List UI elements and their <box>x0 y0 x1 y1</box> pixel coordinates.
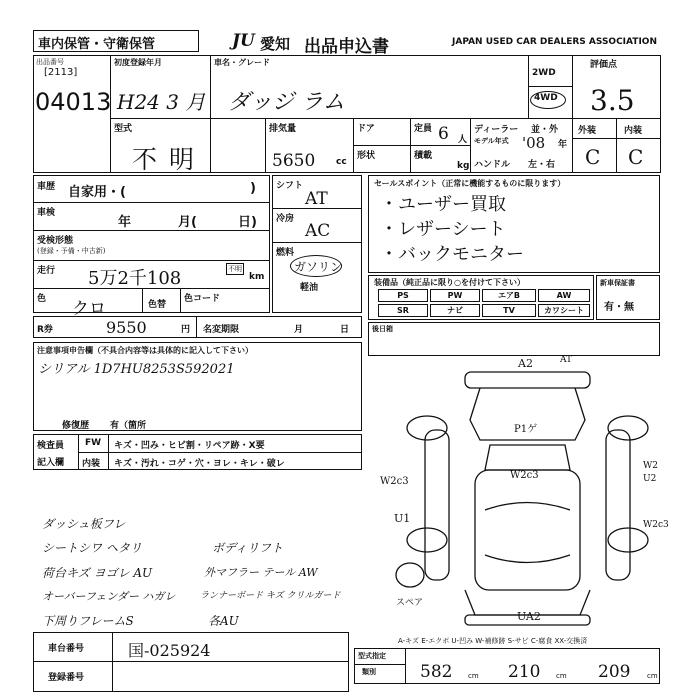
diag-top2: AT <box>560 355 573 365</box>
ac-value: AC <box>305 221 331 241</box>
grade-ext: C <box>585 145 601 169</box>
diag-spare: スペア <box>396 598 424 608</box>
color-code-label: 色コード <box>184 294 221 304</box>
first-reg-value: H24 3 月 <box>117 90 206 114</box>
fw-label: FW <box>85 438 102 448</box>
org-name: 愛知 <box>260 35 291 53</box>
sales-point-3: ・バックモニター <box>380 244 524 265</box>
mileage-unit: km <box>249 272 265 282</box>
remarks-line1: シリアル 1D7HU8253S592021 <box>38 362 235 377</box>
after-box <box>368 322 660 356</box>
note-3: 荷台キズ ヨゴレ AU <box>42 566 153 580</box>
mileage-note: 不明 <box>228 265 242 273</box>
drive-4wd: 4WD <box>534 93 558 103</box>
lot-number: 04013 <box>35 88 112 116</box>
diag-roof: W2c3 <box>510 470 539 481</box>
dealer-label: ディーラー <box>474 125 519 135</box>
equip-seat: カワシート <box>538 304 590 317</box>
ac-label: 冷房 <box>276 214 295 224</box>
note-right-4: 各AU <box>208 614 239 628</box>
sales-point-2: ・レザーシート <box>380 219 506 240</box>
damage-legend: A-キズ E-エクボ U-凹み W-補修跡 S-サビ C-腐食 XX-交換済 <box>398 637 588 645</box>
int-items: キズ・汚れ・コゲ・穴・ヨレ・キレ・破レ <box>114 459 285 469</box>
dealer-options: 並・外 <box>531 125 559 135</box>
dim-label1: 型式指定 <box>358 652 386 660</box>
diag-top: A2 <box>518 357 533 370</box>
doors-label: ドア <box>357 124 375 134</box>
capacity-unit: 人 <box>458 135 468 145</box>
inspection-month: 月( <box>178 215 197 230</box>
vehicle-type-value: 自家用・( <box>68 185 126 200</box>
note-2: シートシワ ヘタリ <box>42 541 142 555</box>
grade-ext-label: 外装 <box>578 126 597 136</box>
fuel-value: ガソリン <box>294 260 343 274</box>
displacement-unit: cc <box>336 157 347 167</box>
remarks-label: 注意事項申告欄（不具合内容等は具体的に記入して下さい） <box>37 346 253 355</box>
lot-sub: [2113] <box>44 67 78 78</box>
first-reg-label: 初度登録年月 <box>114 58 162 67</box>
capacity-label: 定員 <box>414 124 433 134</box>
mileage-value: 5万2千108 <box>88 268 182 289</box>
mileage-label: 走行 <box>37 266 56 276</box>
diag-left-rear: U1 <box>394 512 411 525</box>
inspector-label2: 記入欄 <box>37 458 65 468</box>
model-year-value: '08 <box>522 134 546 152</box>
note-right-3: ランナーボード キズ クリルガード <box>200 591 341 601</box>
inspection-form-sub: (登録・予備・中古新) <box>37 247 106 255</box>
inspector-label1: 検査員 <box>37 441 65 451</box>
shift-value: AT <box>305 189 328 209</box>
model-label: 型式 <box>114 124 133 134</box>
name-change-month: 月 <box>294 325 304 335</box>
equip-navi: ナビ <box>430 304 480 317</box>
displacement-value: 5650 <box>272 151 316 171</box>
equip-pw: PW <box>430 289 480 302</box>
handle-value: 左・右 <box>528 160 556 170</box>
vehicle-type-close: ) <box>250 181 256 196</box>
car-name-value: ダッジ ラム <box>228 90 345 115</box>
car-diagram <box>395 360 660 630</box>
paint-label: 色替 <box>148 300 167 310</box>
chassis-label: 車台番号 <box>48 644 85 654</box>
after-box-label: 後日箱 <box>372 325 393 333</box>
fw-items: キズ・凹み・ヒビ割・リペア跡・X要 <box>114 441 265 451</box>
inspection-year: 年 <box>118 215 132 230</box>
recycle-unit: 円 <box>181 325 191 335</box>
equip-ps: PS <box>378 289 428 302</box>
diag-right-rear: W2c3 <box>643 520 669 530</box>
repair-value: 有（箇所 <box>110 421 147 431</box>
handle-label: ハンドル <box>474 160 511 170</box>
note-4: オーバーフェンダー ハガレ <box>42 590 176 603</box>
recycle-value: 9550 <box>106 318 147 337</box>
dim-width-unit: cm <box>556 672 567 680</box>
displacement-label: 排気量 <box>269 124 297 134</box>
color-value: クロ <box>72 299 106 319</box>
equip-tv: TV <box>482 304 536 317</box>
sales-point-1: ・ユーザー買取 <box>380 194 506 215</box>
vehicle-type-label: 車歴 <box>37 182 56 192</box>
dim-width: 210 <box>508 662 541 682</box>
dim-length: 582 <box>420 662 453 682</box>
dim-label2: 類別 <box>362 668 376 676</box>
association-name: JAPAN USED CAR DEALERS ASSOCIATION <box>452 37 657 47</box>
equip-sr: SR <box>378 304 428 317</box>
equip-aw: AW <box>538 289 590 302</box>
warranty-value: 有・無 <box>604 302 634 313</box>
drive-2wd: 2WD <box>532 68 556 78</box>
chassis-value: 国-025924 <box>128 641 211 660</box>
diag-hood: P1ゲ <box>514 424 538 435</box>
inspection-day: 日) <box>238 215 257 230</box>
fuel-label: 燃料 <box>276 248 295 258</box>
form-title: 出品申込書 <box>304 37 389 57</box>
shape-label: 形状 <box>357 151 376 161</box>
diag-bottom: UA2 <box>517 610 541 623</box>
int-label: 内装 <box>82 459 101 469</box>
load-label: 積載 <box>414 151 433 161</box>
recycle-label: R券 <box>37 325 53 335</box>
inspection-form-label: 受検形態 <box>37 236 74 246</box>
diag-left-front: W2c3 <box>380 476 409 487</box>
storage-label: 車内保管・守衛保管 <box>38 37 156 52</box>
inspection-label: 車検 <box>37 208 56 218</box>
dim-height: 209 <box>598 662 631 682</box>
grade-value: 3.5 <box>590 84 635 117</box>
grade-int-label: 内装 <box>624 126 643 136</box>
model-year-label: モデル年式 <box>474 137 509 145</box>
load-unit: kg <box>457 161 470 171</box>
lot-label: 出品番号 <box>36 58 64 66</box>
color-label: 色 <box>37 294 47 304</box>
name-change-day: 日 <box>340 325 350 335</box>
sales-points-label: セールスポイント（正常に機能するものに限ります） <box>374 179 566 188</box>
capacity-value: 6 <box>438 124 449 144</box>
grade-label: 評価点 <box>590 60 618 70</box>
name-change-label: 名変期限 <box>203 325 240 335</box>
repair-label: 修復歴 <box>62 421 90 431</box>
year-unit: 年 <box>558 140 568 150</box>
note-1: ダッシュ板フレ <box>42 517 126 531</box>
equipment-label: 装備品（純正品に限り○を付けて下さい） <box>374 278 525 287</box>
dim-height-unit: cm <box>647 672 658 680</box>
diag-right-front: W2 U2 <box>643 461 658 484</box>
note-right-2: 外マフラー テール AW <box>204 566 318 579</box>
shift-label: シフト <box>276 181 304 191</box>
registration-label: 登録番号 <box>48 673 85 683</box>
car-name-label: 車名・グレード <box>214 58 270 67</box>
note-right-1: ボディリフト <box>212 541 284 555</box>
model-value: 不明 <box>132 145 207 174</box>
recycle-box <box>33 316 362 338</box>
fuel-diesel: 軽油 <box>300 283 319 293</box>
equip-airbag: エアB <box>482 289 536 302</box>
grade-int: C <box>628 145 644 169</box>
note-5: 下周りフレームS <box>42 614 134 628</box>
warranty-label: 新車保証書 <box>600 279 635 287</box>
dim-length-unit: cm <box>468 672 479 680</box>
ju-logo: JU <box>232 31 255 51</box>
